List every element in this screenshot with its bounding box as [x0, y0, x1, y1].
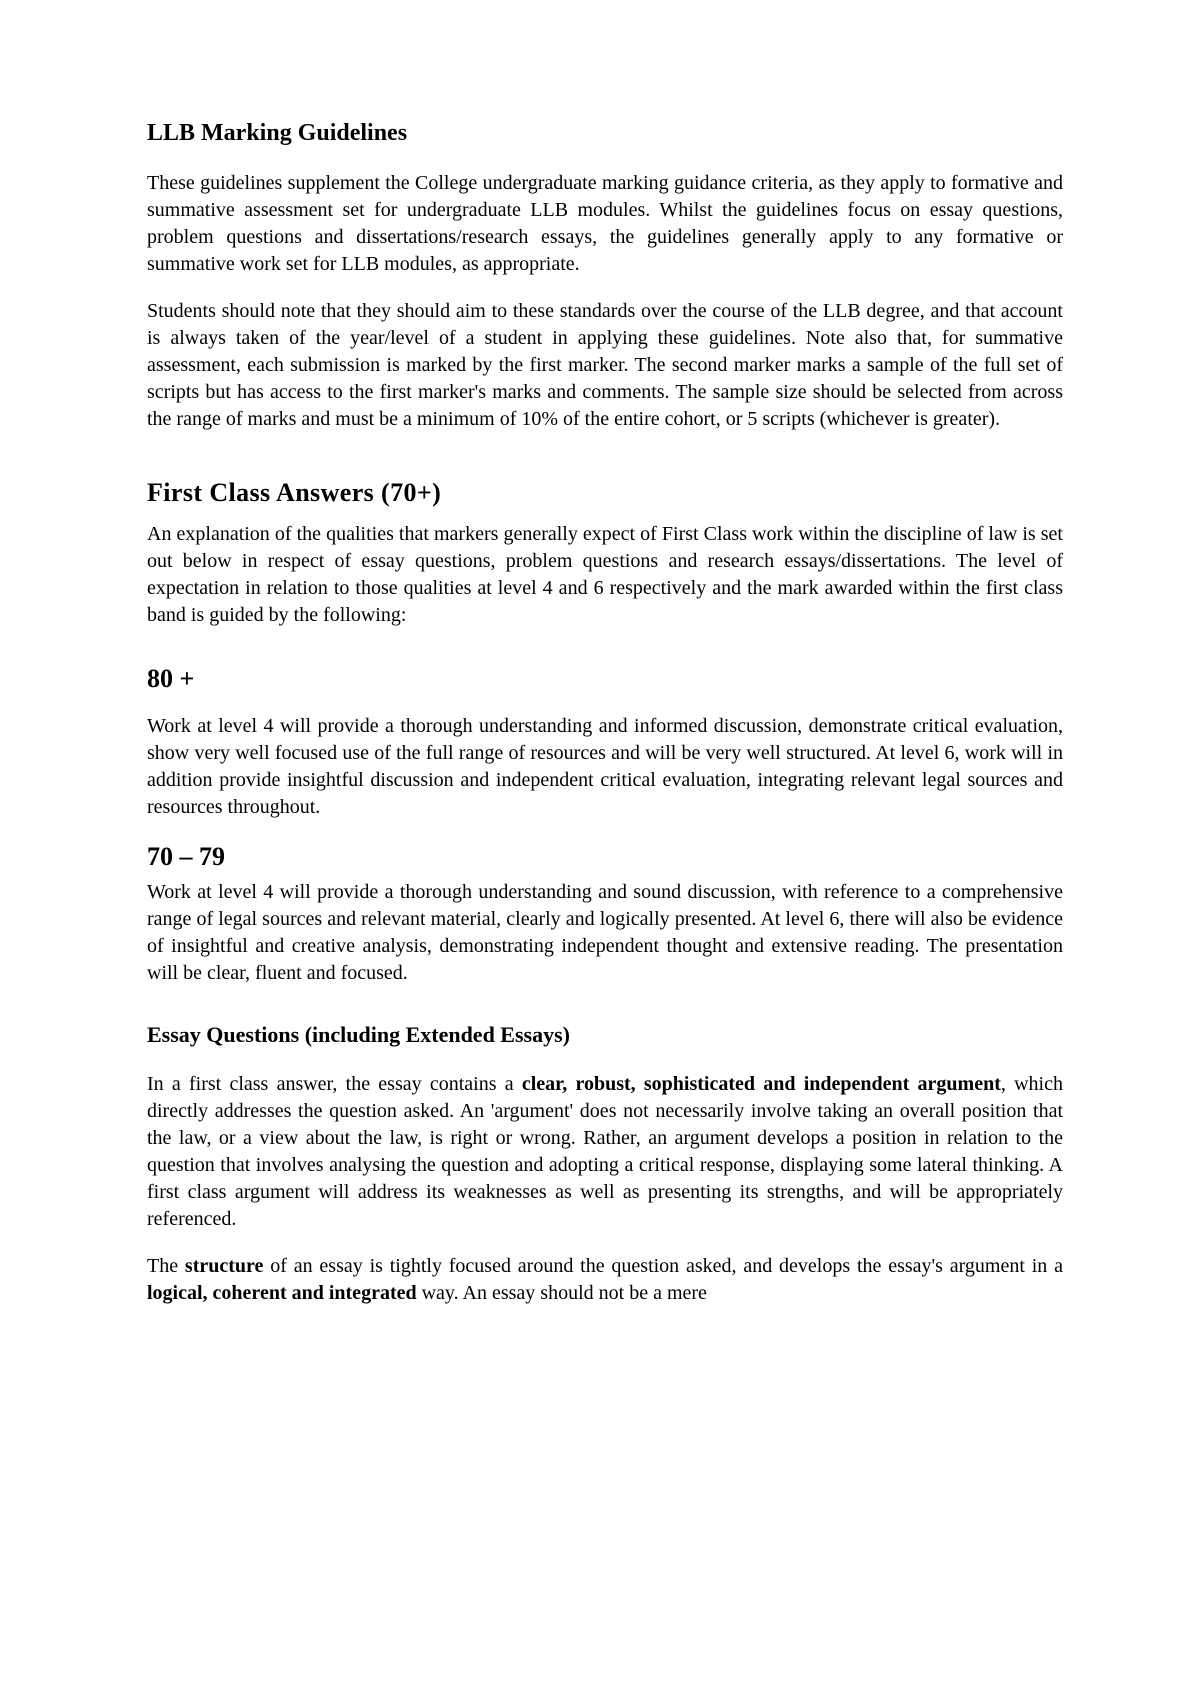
intro-paragraph: These guidelines supplement the College undergraduate marking guidance criteria, as they apply to formative and summative assessment set for undergraduate LLB modules. Whilst the guidelines focus on essay questions, problem questions and dissertations/research essays, the guidelines generally apply to any formative or summative work set for LLB modules, as appropriate. [147, 172, 1063, 275]
band-70-heading: 70 – 79 [147, 842, 225, 871]
essay-paragraph-2 [147, 1253, 1063, 1307]
essay-p2-mid: of an essay is tightly focused around the question asked, and develops the essay's argument in a [263, 1255, 1063, 1277]
essay-questions-heading: Essay Questions (including Extended Essays) [147, 1022, 570, 1047]
essay-paragraph-1 [147, 1071, 1063, 1233]
band-80-paragraph: Work at level 4 will provide a thorough understanding and informed discussion, demonstrate critical evaluation, show very well focused use of the full range of resources and will be very well structured. At level 6, work will in addition provide insightful discussion and independent critical evaluation, integrating relevant legal sources and resources throughout. [147, 715, 1063, 818]
document-page [147, 118, 1063, 1307]
essay-p2-rest: way. An essay should not be a mere [416, 1282, 707, 1304]
essay-p2-bold-structure: structure [184, 1255, 264, 1277]
band-80-heading: 80 + [147, 664, 195, 693]
essay-p1-rest: , which directly addresses the question asked. An 'argument' does not necessarily involve taking an overall position that the law, or a view about the law, is right or wrong. Rather, an argument develops a position in relation to the question that involves analysing the question and adopting a critical response, displaying some lateral thinking. A first class argument will address its weaknesses as well as presenting its strengths, and will be appropriately referenced. [147, 1073, 1063, 1230]
students-paragraph: Students should note that they should aim to these standards over the course of the LLB degree, and that account is always taken of the year/level of a student in applying these guidelines. Note also that, for summative assessment, each submission is marked by the first marker. The second marker marks a sample of the full set of scripts but has access to the first marker's marks and comments. The sample size should be selected from across the range of marks and must be a minimum of 10% of the entire cohort, or 5 scripts (whichever is greater). [147, 300, 1063, 430]
first-class-paragraph: An explanation of the qualities that markers generally expect of First Class work within the discipline of law is set out below in respect of essay questions, problem questions and research essays/dissertations. The level of expectation in relation to those qualities at level 4 and 6 respectively and the mark awarded within the first class band is guided by the following: [147, 523, 1063, 626]
essay-p1-lead: In a first class answer, the essay contains a [147, 1073, 522, 1095]
band-70-paragraph: Work at level 4 will provide a thorough understanding and sound discussion, with reference to a comprehensive range of legal sources and relevant material, clearly and logically presented. At level 6, there will also be evidence of insightful and creative analysis, demonstrating independent thought and extensive reading. The presentation will be clear, fluent and focused. [147, 881, 1063, 984]
essay-p2-bold-logical: logical, coherent and integrated [147, 1282, 417, 1304]
first-class-heading: First Class Answers (70+) [147, 478, 442, 507]
essay-p2-lead: The [147, 1255, 185, 1277]
essay-p1-bold: clear, robust, sophisticated and independent argument [521, 1073, 1001, 1095]
document-title: LLB Marking Guidelines [147, 120, 408, 146]
